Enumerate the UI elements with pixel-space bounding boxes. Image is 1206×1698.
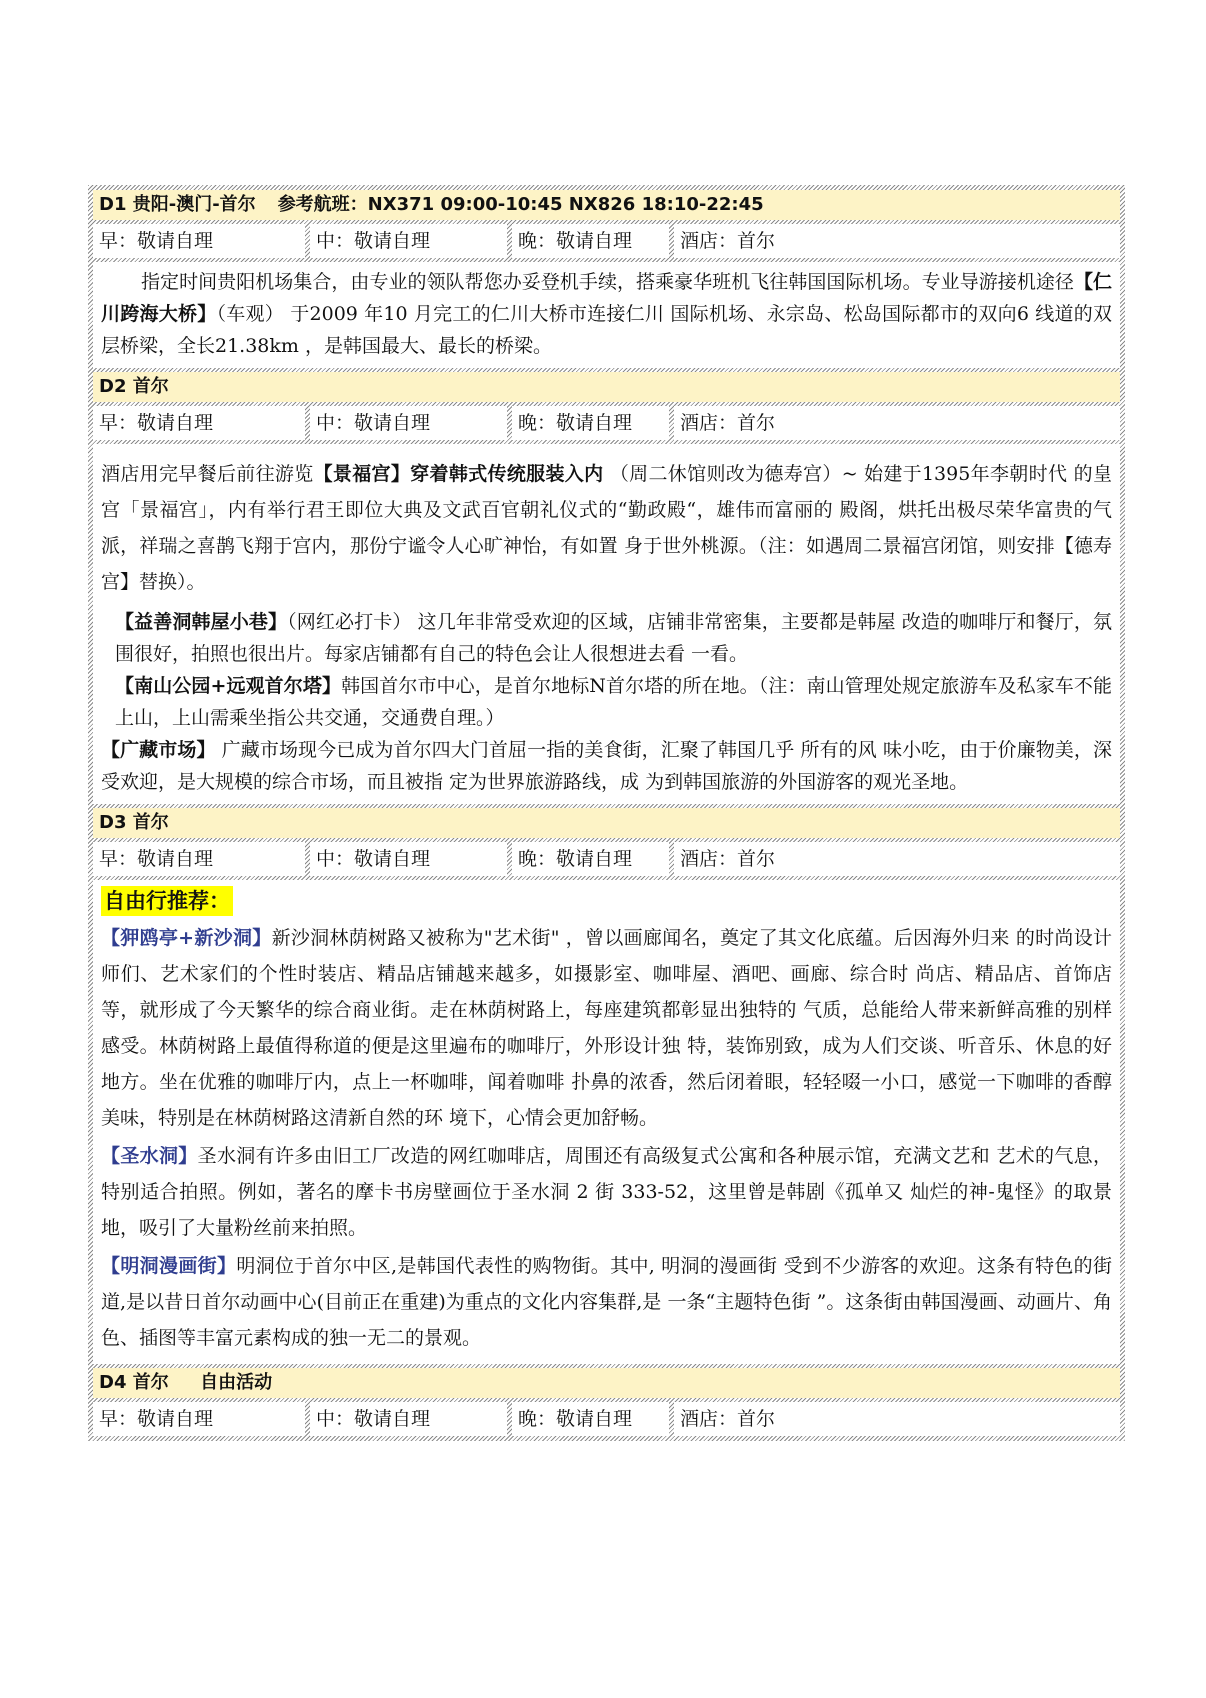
- day-2-header: [93, 372, 1120, 402]
- breakfast-cell: 早：敬请自理: [93, 406, 305, 440]
- breakfast-cell: 早：敬请自理: [93, 224, 305, 258]
- day-1-text-post: （车观） 于2009 年10 月完工的仁川大桥市连接仁川 国际机场、永宗岛、松岛国际都市的双向6 线道的双层桥梁，全长21.38km ，是韩国最大、最长的桥梁。: [101, 303, 1112, 357]
- day-2-meals: [93, 406, 1120, 440]
- dinner-cell: 晚：敬请自理: [512, 224, 669, 258]
- dinner-cell: 晚：敬请自理: [512, 406, 669, 440]
- spot-seongsu: 【圣水洞】圣水洞有许多由旧工厂改造的网红咖啡店，周围还有高级复式公寓和各种展示馆，充满文艺和 艺术的气息，特别适合拍照。例如，著名的摩卡书房壁画位于圣水洞 2 街 333-52，这里曾是韩剧《孤单又 灿烂的神-鬼怪》的取景地，吸引了大量粉丝前来拍照。: [101, 1145, 1112, 1239]
- day-3-header: [93, 808, 1120, 838]
- hotel-cell: 酒店：首尔: [674, 842, 1120, 876]
- day-3-description: [93, 880, 1120, 1364]
- lunch-cell: 中：敬请自理: [310, 1402, 507, 1436]
- hotel-cell: 酒店：首尔: [674, 406, 1120, 440]
- day-3-title: D3 首尔: [99, 812, 169, 833]
- spot-namsan: 【南山公园+远观首尔塔】韩国首尔市中心，是首尔地标N首尔塔的所在地。（注：南山管理处规定旅游车及私家车不能上山，上山需乘坐指公共交通，交通费自理。）: [115, 675, 1112, 729]
- day-1-text-pre: 指定时间贵阳机场集合，由专业的领队帮您办妥登机手续，搭乘豪华班机飞往韩国国际机场。专业导游接机途径: [141, 271, 1074, 293]
- day-4-meals: [93, 1402, 1120, 1436]
- day-1-description: [93, 262, 1120, 368]
- breakfast-cell: 早：敬请自理: [93, 1402, 305, 1436]
- day-2-lead: 酒店用完早餐后前往游览【景福宫】穿着韩式传统服装入内 （周二休馆则改为德寿宫）~ 始建于1395年李朝时代 的皇宫「景福宫」，内有举行君王即位大典及文武百官朝礼仪式的“勤政殿“，雄伟而富丽的 殿阁，烘托出极尽荣华富贵的气派，祥瑞之喜鹊飞翔于宫内，那份宁谧令人心旷神怡，有如置 身于世外桃源。（注：如遇周二景福宫闭馆，则安排【德寿宫】替换）。: [101, 463, 1112, 593]
- spot-gwangjang: 【广藏市场】 广藏市场现今已成为首尔四大门首屈一指的美食街，汇聚了韩国几乎 所有的风 味小吃，由于价廉物美，深受欢迎，是大规模的综合市场，而且被指 定为世界旅游路线，成 为到韩国旅游的外国游客的观光圣地。: [101, 739, 1112, 793]
- dinner-cell: 晚：敬请自理: [512, 842, 669, 876]
- breakfast-cell: 早：敬请自理: [93, 842, 305, 876]
- lunch-cell: 中：敬请自理: [310, 406, 507, 440]
- dinner-cell: 晚：敬请自理: [512, 1402, 669, 1436]
- hotel-cell: 酒店：首尔: [674, 1402, 1120, 1436]
- day-4-title: D4 首尔 自由活动: [99, 1372, 273, 1393]
- spot-apgujeong: 【狎鸥亭+新沙洞】新沙洞林荫树路又被称为"艺术街" ，曾以画廊闻名，奠定了其文化底蕴。后因海外归来 的时尚设计师们、艺术家们的个性时装店、精品店铺越来越多，如摄影室、咖啡屋、酒吧、画廊、综合时 尚店、精品店、首饰店等，就形成了今天繁华的综合商业街。走在林荫树路上，每座建筑都彰显出独特的 气质，总能给人带来新鲜高雅的别样感受。林荫树路上最值得称道的便是这里遍布的咖啡厅，外形设计独 特，装饰别致，成为人们交谈、听音乐、休息的好地方。坐在优雅的咖啡厅内，点上一杯咖啡，闻着咖啡 扑鼻的浓香，然后闭着眼，轻轻啜一小口，感觉一下咖啡的香醇美味，特别是在林荫树路这清新自然的环 境下，心情会更加舒畅。: [101, 927, 1113, 1129]
- day-2-title: D2 首尔: [99, 376, 169, 397]
- day-2-description: [93, 444, 1120, 804]
- day-3-meals: [93, 842, 1120, 876]
- itinerary-table: [88, 185, 1125, 1441]
- day-1-title: D1 贵阳-澳门-首尔: [99, 194, 256, 215]
- day-4-header: [93, 1368, 1120, 1398]
- spot-myeongdong: 【明洞漫画街】明洞位于首尔中区,是韩国代表性的购物街。其中, 明洞的漫画街 受到不少游客的欢迎。这条有特色的街道,是以昔日首尔动画中心(目前正在重建)为重点的文化内容集群,是 一条“主题特色街 ”。这条街由韩国漫画、动画片、角色、插图等丰富元素构成的独一无二的景观。: [101, 1255, 1112, 1349]
- day-1-flight: 参考航班：NX371 09:00-10:45 NX826 18:10-22:45: [277, 194, 764, 215]
- free-travel-title: 自由行推荐：: [101, 886, 233, 916]
- day-1-highlight: 【仁川跨海大桥】: [101, 271, 1112, 325]
- spot-ikseondong: 【益善洞韩屋小巷】（网红必打卡） 这几年非常受欢迎的区域，店铺非常密集，主要都是韩屋 改造的咖啡厅和餐厅，氛围很好，拍照也很出片。每家店铺都有自己的特色会让人很想进去看 一看。: [115, 611, 1112, 665]
- hotel-cell: 酒店：首尔: [674, 224, 1120, 258]
- lunch-cell: 中：敬请自理: [310, 842, 507, 876]
- lunch-cell: 中：敬请自理: [310, 224, 507, 258]
- day-1-header: [93, 190, 1120, 220]
- day-1-meals: [93, 224, 1120, 258]
- gyeongbokgung-highlight: 【景福宫】穿着韩式传统服装入内: [313, 463, 604, 485]
